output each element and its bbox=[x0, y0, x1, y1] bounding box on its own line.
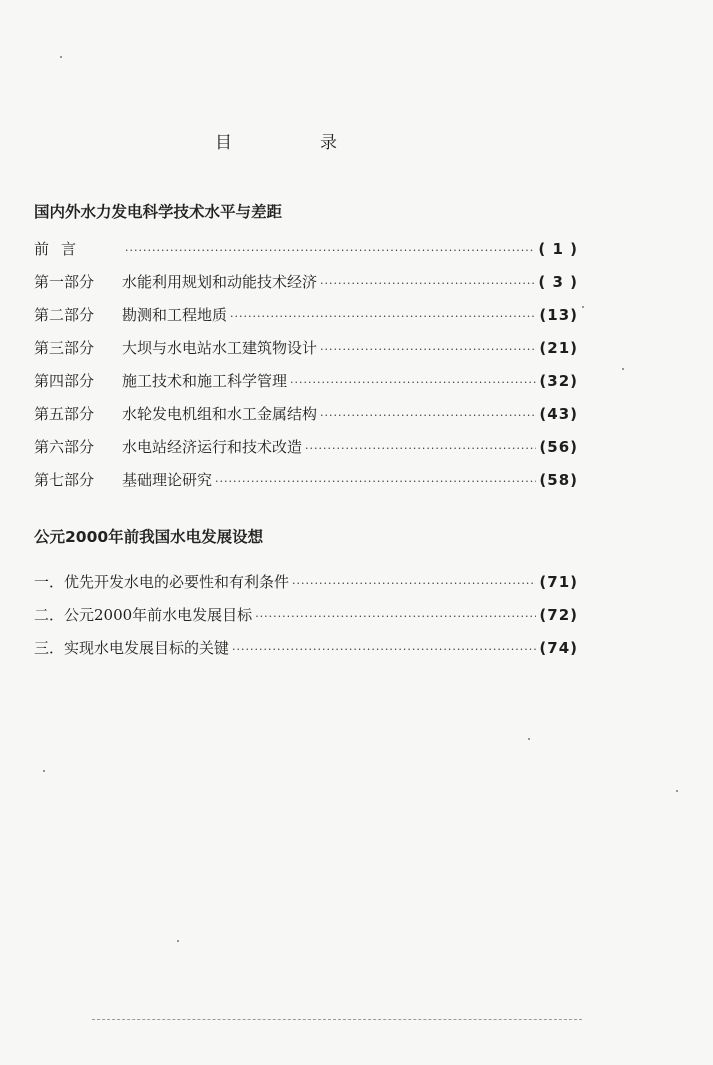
scan-speck bbox=[43, 770, 45, 772]
toc-entry bbox=[34, 469, 578, 491]
dot-leader bbox=[305, 442, 536, 455]
toc-entry-part: 第四部分 bbox=[34, 372, 95, 390]
section-heading: 公元2000年前我国水电发展设想 bbox=[34, 528, 264, 546]
toc-entry-page: (21) bbox=[539, 339, 578, 357]
toc-entry-topic: 大坝与水电站水工建筑物设计 bbox=[122, 339, 318, 357]
toc-entry bbox=[34, 304, 578, 326]
dot-leader bbox=[320, 343, 536, 356]
toc-entry-topic: 三．实现水电发展目标的关键 bbox=[34, 639, 230, 657]
dot-leader bbox=[255, 610, 536, 623]
toc-entry bbox=[34, 637, 578, 659]
toc-entry-page: (32) bbox=[539, 372, 578, 390]
scan-speck bbox=[177, 940, 179, 942]
toc-entry-page: (74) bbox=[539, 639, 578, 657]
toc-entry-part: 第六部分 bbox=[34, 438, 95, 456]
toc-entry-page: (72) bbox=[539, 606, 578, 624]
toc-entry-part: 第五部分 bbox=[34, 405, 95, 423]
toc-entry-topic: 水能利用规划和动能技术经济 bbox=[122, 273, 318, 291]
toc-entry bbox=[34, 271, 578, 293]
dot-leader bbox=[215, 475, 536, 488]
toc-entry-topic: 二．公元2000年前水电发展目标 bbox=[34, 606, 253, 624]
scan-artifact-line bbox=[92, 1019, 582, 1020]
toc-entry bbox=[34, 604, 578, 626]
toc-entry bbox=[34, 436, 578, 458]
toc-entry-page: ( 1 ) bbox=[538, 240, 578, 258]
toc-entry-page: (13) bbox=[539, 306, 578, 324]
dot-leader bbox=[292, 577, 536, 590]
dot-leader bbox=[232, 643, 536, 656]
dot-leader bbox=[320, 277, 535, 290]
toc-entry-topic: 施工技术和施工科学管理 bbox=[122, 372, 288, 390]
dot-leader bbox=[125, 244, 535, 257]
toc-entry-page: (71) bbox=[539, 573, 578, 591]
scan-speck bbox=[528, 738, 530, 740]
scan-speck bbox=[676, 790, 678, 792]
toc-entry bbox=[34, 403, 578, 425]
title-char-1: 目 bbox=[215, 133, 232, 153]
toc-entry-page: (56) bbox=[539, 438, 578, 456]
toc-entry-part: 第一部分 bbox=[34, 273, 95, 291]
title-char-2: 录 bbox=[320, 133, 337, 153]
toc-entry-page: ( 3 ) bbox=[538, 273, 578, 291]
page-title bbox=[0, 128, 713, 152]
scan-speck bbox=[582, 306, 584, 308]
scan-speck bbox=[622, 368, 624, 370]
toc-entry-part: 前言 bbox=[34, 240, 89, 258]
dot-leader bbox=[290, 376, 536, 389]
toc-entry-topic: 基础理论研究 bbox=[122, 471, 213, 489]
section-heading: 国内外水力发电科学技术水平与差距 bbox=[34, 203, 283, 221]
toc-entry bbox=[34, 337, 578, 359]
toc-entry-page: (58) bbox=[539, 471, 578, 489]
toc-entry-part: 第二部分 bbox=[34, 306, 95, 324]
toc-entry bbox=[34, 370, 578, 392]
toc-entry-topic: 一．优先开发水电的必要性和有利条件 bbox=[34, 573, 290, 591]
toc-entry-page: (43) bbox=[539, 405, 578, 423]
toc-entry-topic: 水轮发电机组和水工金属结构 bbox=[122, 405, 318, 423]
toc-entry bbox=[34, 571, 578, 593]
toc-entry-topic: 勘测和工程地质 bbox=[122, 306, 228, 324]
dot-leader bbox=[230, 310, 536, 323]
dot-leader bbox=[320, 409, 536, 422]
toc-entry-topic: 水电站经济运行和技术改造 bbox=[122, 438, 303, 456]
toc-entry bbox=[34, 238, 578, 260]
toc-entry-part: 第七部分 bbox=[34, 471, 95, 489]
scan-speck bbox=[60, 56, 62, 58]
toc-entry-part: 第三部分 bbox=[34, 339, 95, 357]
